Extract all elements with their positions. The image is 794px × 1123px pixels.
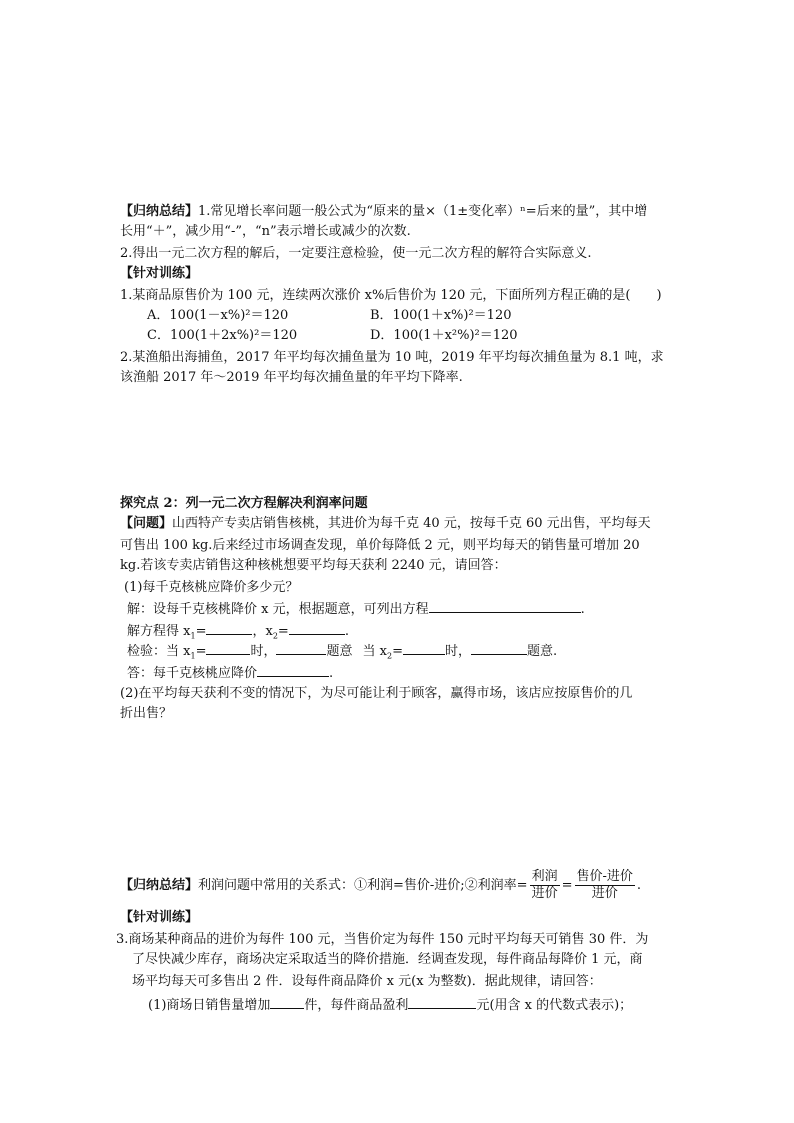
sub-question-2-line-1: (2)在平均每天获利不变的情况下，为尽可能让利于顾客，赢得市场，该店应按原售价的几 [120, 686, 633, 701]
check-meaning: 题意 [526, 644, 553, 659]
section-heading: 探究点 2：列一元二次方程解决利润率问题 [120, 496, 368, 511]
period: . [580, 602, 585, 617]
answer-blank[interactable] [257, 662, 329, 677]
problem-tag: 【问题】 [120, 516, 173, 531]
x2-subscript: 2 [386, 651, 393, 661]
solution-line [127, 598, 585, 620]
training-tag-2: 【针对训练】 [120, 910, 199, 925]
x1-blank[interactable] [206, 620, 252, 635]
period: . [553, 644, 558, 659]
answer-line [127, 662, 333, 684]
x2-subscript: 2 [272, 631, 278, 641]
summary-tag: 【归纳总结】 [120, 204, 199, 219]
profit-summary [120, 866, 641, 906]
summary-line-1b: 长用“＋”，减少用“-”，“n”表示增长或减少的次数. [120, 224, 411, 239]
q3-sub-mid: 件，每件商品盈利 [304, 998, 409, 1013]
check-meaning-2-blank[interactable] [471, 640, 527, 655]
option-a: A．100(1－x%)²＝120 [147, 308, 289, 323]
fraction-1-numerator: 利润 [531, 869, 558, 884]
problem-text-1: 山西特产专卖店销售核桃，其进价为每千克 40 元，按每千克 60 元出售，平均每天 [172, 516, 651, 531]
equation-blank[interactable] [429, 598, 581, 613]
training-tag-1: 【针对训练】 [120, 266, 199, 281]
question-2-line-2: 该渔船 2017 年～2019 年平均每次捕鱼量的年平均下降率. [120, 370, 463, 385]
question-3-line-2: 了尽快减少库存，商场决定采取适当的降价措施．经调查发现，每件商品每降价 1 元，商 [132, 952, 643, 967]
equals: = [195, 644, 207, 659]
fraction-profit-rate [530, 869, 560, 902]
answer-text: 答：每千克核桃应降价 [127, 666, 258, 681]
sub-question-1: (1)每千克核桃应降价多少元？ [124, 580, 299, 595]
period: . [329, 666, 334, 681]
check-x1-blank[interactable] [206, 640, 250, 655]
question-3-line-1: 3.商场某种商品的进价为每件 100 元，当售价定为每件 150 元时平均每天可销售 30 件．为 [116, 932, 649, 947]
summary-tag-2: 【归纳总结】 [120, 878, 199, 893]
question-3-sub-1 [148, 994, 632, 1016]
check-meaning-1-blank[interactable] [276, 640, 326, 655]
option-c: C．100(1＋2x%)²＝120 [147, 328, 298, 343]
x2-prefix: ，x [252, 624, 273, 639]
x1-subscript: 1 [190, 651, 196, 661]
q3-sub-prefix: (1)商场日销售量增加 [148, 998, 271, 1013]
fraction-2-denominator: 进价 [591, 886, 618, 901]
problem-line-1 [120, 514, 651, 534]
equals: = [277, 624, 289, 639]
sales-increase-blank[interactable] [270, 994, 304, 1009]
fraction-price-diff [575, 869, 635, 902]
period: . [344, 624, 349, 639]
period: . [636, 878, 642, 893]
x2-blank[interactable] [289, 620, 345, 635]
check-when: 时， [250, 644, 277, 659]
x1-subscript: 1 [190, 631, 196, 641]
solution-text: 解：设每千克核桃降价 x 元，根据题意，可列出方程 [127, 602, 429, 617]
question-2-line-1: 2.某渔船出海捕鱼，2017 年平均每次捕鱼量为 10 吨，2019 年平均每次捕鱼量为 8.1 吨，求 [120, 350, 664, 365]
check-prefix: 检验：当 x [127, 644, 191, 659]
check-meaning: 题意 [326, 644, 353, 659]
check-mid: 当 x [362, 644, 387, 659]
equals: = [195, 624, 207, 639]
problem-line-3: kg.若该专卖店销售这种核桃想要平均每天获利 2240 元，请回答： [120, 558, 507, 573]
problem-line-2: 可售出 100 kg.后来经过市场调查发现，单价每降低 2 元，则平均每天的销售量可增加 20 [120, 538, 640, 553]
profit-per-item-blank[interactable] [408, 994, 476, 1009]
fraction-2-numerator: 售价-进价 [576, 869, 633, 884]
question-3-line-3: 场平均每天可多售出 2 件．设每件商品降价 x 元(x 为整数)．据此规律，请回答： [132, 974, 602, 989]
option-b: B．100(1＋x%)²＝120 [370, 308, 512, 323]
question-1: 1.某商品原售价为 100 元，连续两次涨价 x%后售价为 120 元，下面所列方程正确的是( ) [120, 288, 662, 303]
sub-question-2-line-2: 折出售？ [120, 706, 173, 721]
option-d: D．100(1＋x²%)²＝120 [370, 328, 518, 343]
fraction-1-denominator: 进价 [531, 886, 558, 901]
summary-line-2: 2.得出一元二次方程的解后，一定要注意检验，使一元二次方程的解符合实际意义. [120, 246, 592, 261]
solve-prefix: 解方程得 x [127, 624, 191, 639]
fraction-equals: = [561, 878, 573, 893]
summary-text-2: 利润问题中常用的关系式：①利润=售价-进价;②利润率= [198, 878, 528, 893]
summary-text-1: 1.常见增长率问题一般公式为“原来的量×（1±变化率）ⁿ=后来的量”，其中增 [198, 204, 648, 219]
equals: = [392, 644, 403, 659]
check-x2-blank[interactable] [403, 640, 445, 655]
summary-line-1 [120, 202, 647, 222]
q3-sub-suffix: 元(用含 x 的代数式表示)； [476, 998, 633, 1013]
check-when: 时， [444, 644, 471, 659]
